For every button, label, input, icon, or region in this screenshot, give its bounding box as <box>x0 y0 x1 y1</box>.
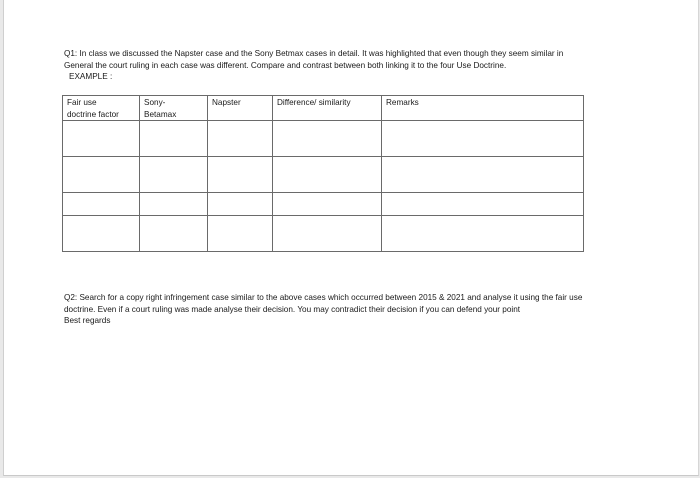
header-remarks <box>382 96 584 121</box>
header-fair-use-factor-line-2: doctrine factor <box>67 109 119 119</box>
table-cell <box>273 157 382 193</box>
header-sony-betamax-line-2: Betamax <box>144 109 177 119</box>
table-cell <box>382 157 584 193</box>
table-cell <box>208 216 273 252</box>
table-cell <box>63 216 140 252</box>
table-cell <box>273 216 382 252</box>
header-difference-similarity-label: Difference/ similarity <box>277 98 351 107</box>
header-remarks-label: Remarks <box>386 98 419 107</box>
question-2-line-1: Q2: Search for a copy right infringement case similar to the above cases which occurred between 2015 & 2021 and analyse it using the fair use <box>64 293 583 302</box>
header-napster-label: Napster <box>212 98 241 107</box>
table-cell <box>140 216 208 252</box>
table-cell <box>382 193 584 216</box>
table-row <box>63 121 584 157</box>
table-header-row <box>63 96 584 121</box>
question-2 <box>64 292 654 327</box>
question-1-line-1: Q1: In class we discussed the Napster case and the Sony Betmax cases in detail. It was highlighted that even though they seem similar in <box>64 49 564 58</box>
table-cell <box>140 157 208 193</box>
table-row <box>63 157 584 193</box>
document-page <box>3 0 699 476</box>
table-cell <box>382 216 584 252</box>
header-sony-betamax-line-1: Sony- <box>144 98 166 107</box>
header-fair-use-factor <box>63 96 140 121</box>
closing-regards: Best regards <box>64 316 111 325</box>
table-cell <box>208 121 273 157</box>
question-1 <box>64 48 634 83</box>
table-cell <box>140 121 208 157</box>
comparison-table <box>62 95 584 252</box>
table-cell <box>63 157 140 193</box>
header-difference-similarity <box>273 96 382 121</box>
table-cell <box>382 121 584 157</box>
table-cell <box>63 193 140 216</box>
table-cell <box>208 157 273 193</box>
table-row <box>63 216 584 252</box>
table-row <box>63 193 584 216</box>
table-cell <box>140 193 208 216</box>
table-cell <box>208 193 273 216</box>
table-cell <box>273 193 382 216</box>
question-2-line-2: doctrine. Even if a court ruling was made analyse their decision. You may contradict their decision if you can defend your point <box>64 304 521 314</box>
header-napster <box>208 96 273 121</box>
header-sony-betamax <box>140 96 208 121</box>
example-label: EXAMPLE : <box>69 72 113 81</box>
question-1-line-2: General the court ruling in each case was different. Compare and contrast between both linking it to the four Use Doctrine. <box>64 60 507 70</box>
table-cell <box>273 121 382 157</box>
header-fair-use-factor-line-1: Fair use <box>67 98 97 107</box>
table-cell <box>63 121 140 157</box>
